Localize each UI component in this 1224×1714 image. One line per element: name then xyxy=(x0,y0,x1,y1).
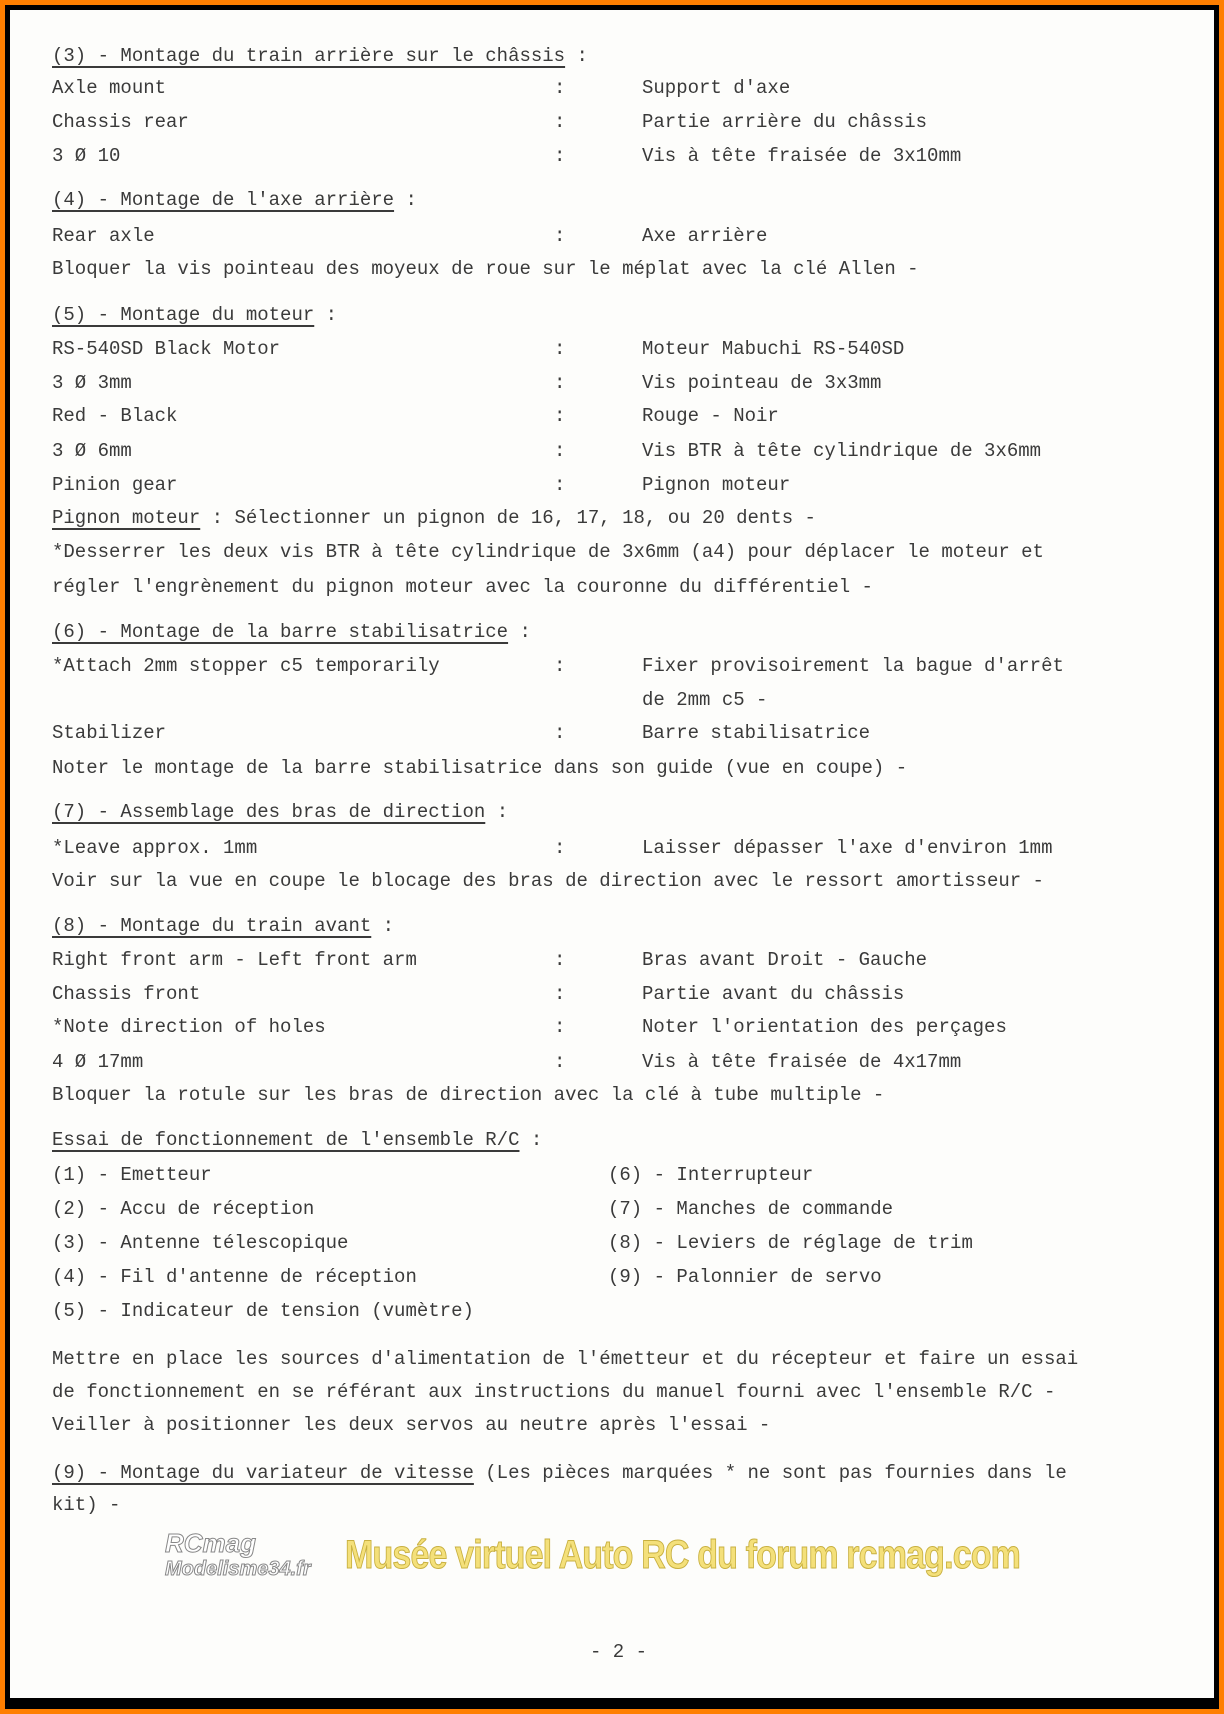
section-8-heading xyxy=(52,914,394,938)
paragraph-line: de fonctionnement en se référant aux instructions du manuel fourni avec l'ensemble R/C - xyxy=(52,1381,1056,1403)
term-en: Chassis rear xyxy=(52,111,189,133)
term-en: Axle mount xyxy=(52,77,167,99)
colon: : xyxy=(554,474,566,496)
section-9-heading xyxy=(52,1461,1067,1485)
term-fr: Barre stabilisatrice xyxy=(642,722,871,744)
term-en: Stabilizer xyxy=(52,722,167,744)
colon: : xyxy=(554,1016,566,1038)
term-fr: de 2mm c5 - xyxy=(642,689,768,711)
section-6-heading xyxy=(52,620,531,644)
heading-continuation: kit) - xyxy=(52,1494,121,1516)
watermark-logo xyxy=(165,1530,311,1582)
rc-item: (7) - Manches de commande xyxy=(608,1198,894,1220)
term-fr: Moteur Mabuchi RS-540SD xyxy=(642,338,905,360)
colon: : xyxy=(554,440,566,462)
colon: : xyxy=(554,338,566,360)
term-en: *Leave approx. 1mm xyxy=(52,837,258,859)
term-en: Rear axle xyxy=(52,225,155,247)
term-fr: Vis pointeau de 3x3mm xyxy=(642,372,882,394)
document-page xyxy=(10,10,1214,1698)
colon: : xyxy=(382,915,395,937)
colon: : xyxy=(554,655,566,677)
rc-item: (1) - Emetteur xyxy=(52,1164,212,1186)
colon: : xyxy=(325,304,338,326)
rc-test-heading xyxy=(52,1128,542,1152)
logo-modelisme: Modelisme34.fr xyxy=(165,1558,311,1580)
term-en: 4 Ø 17mm xyxy=(52,1051,144,1073)
rc-item: (9) - Palonnier de servo xyxy=(608,1266,882,1288)
note: *Desserrer les deux vis BTR à tête cylindrique de 3x6mm (a4) pour déplacer le moteur et xyxy=(52,541,1044,563)
section-3-heading xyxy=(52,44,588,68)
paragraph-line: Mettre en place les sources d'alimentation de l'émetteur et du récepteur et faire un essai xyxy=(52,1348,1079,1370)
term-fr: Vis à tête fraisée de 4x17mm xyxy=(642,1051,962,1073)
term-en: 3 Ø 6mm xyxy=(52,440,132,462)
rc-item: (4) - Fil d'antenne de réception xyxy=(52,1266,417,1288)
pignon-text: : Sélectionner un pignon de 16, 17, 18, ou 20 dents - xyxy=(211,507,816,529)
heading-text: (9) - Montage du variateur de vitesse xyxy=(52,1462,474,1484)
heading-text: (8) - Montage du train avant xyxy=(52,915,372,937)
paragraph-line: Veiller à positionner les deux servos au neutre après l'essai - xyxy=(52,1414,771,1436)
colon: : xyxy=(554,983,566,1005)
colon: : xyxy=(554,111,566,133)
term-en: Pinion gear xyxy=(52,474,178,496)
pignon-note xyxy=(52,506,816,530)
term-en: *Note direction of holes xyxy=(52,1016,326,1038)
heading-rest: (Les pièces marquées * ne sont pas fournies dans le xyxy=(485,1462,1067,1484)
colon: : xyxy=(554,225,566,247)
term-fr: Fixer provisoirement la bague d'arrêt xyxy=(642,655,1064,677)
rc-item: (3) - Antenne télescopique xyxy=(52,1232,349,1254)
note: Noter le montage de la barre stabilisatrice dans son guide (vue en coupe) - xyxy=(52,757,908,779)
colon: : xyxy=(554,949,566,971)
heading-text: (7) - Assemblage des bras de direction xyxy=(52,801,486,823)
colon: : xyxy=(554,145,566,167)
pignon-label: Pignon moteur xyxy=(52,507,201,529)
colon: : xyxy=(496,801,509,823)
heading-text: (4) - Montage de l'axe arrière xyxy=(52,189,395,211)
page-number: - 2 - xyxy=(590,1641,648,1663)
term-en: *Attach 2mm stopper c5 temporarily xyxy=(52,655,440,677)
colon: : xyxy=(554,372,566,394)
rc-item: (2) - Accu de réception xyxy=(52,1198,315,1220)
term-fr: Rouge - Noir xyxy=(642,405,779,427)
term-en: 3 Ø 3mm xyxy=(52,372,132,394)
colon: : xyxy=(405,189,417,211)
term-fr: Support d'axe xyxy=(642,77,791,99)
term-fr: Vis BTR à tête cylindrique de 3x6mm xyxy=(642,440,1042,462)
heading-text: (6) - Montage de la barre stabilisatrice xyxy=(52,621,509,643)
term-en: 3 Ø 10 xyxy=(52,145,121,167)
logo-rcmag: RCmag xyxy=(165,1528,257,1558)
term-en: Right front arm - Left front arm xyxy=(52,949,417,971)
term-en: Chassis front xyxy=(52,983,201,1005)
term-fr: Noter l'orientation des perçages xyxy=(642,1016,1007,1038)
colon: : xyxy=(554,77,566,99)
colon: : xyxy=(554,405,566,427)
note: Voir sur la vue en coupe le blocage des bras de direction avec le ressort amortisseur - xyxy=(52,870,1044,892)
colon: : xyxy=(530,1129,543,1151)
rc-item: (6) - Interrupteur xyxy=(608,1164,814,1186)
colon: : xyxy=(576,45,588,67)
term-fr: Partie arrière du châssis xyxy=(642,111,928,133)
term-fr: Axe arrière xyxy=(642,225,768,247)
rc-item: (5) - Indicateur de tension (vumètre) xyxy=(52,1300,474,1322)
heading-text: (5) - Montage du moteur xyxy=(52,304,315,326)
colon: : xyxy=(554,837,566,859)
term-fr: Bras avant Droit - Gauche xyxy=(642,949,928,971)
section-4-heading xyxy=(52,188,417,212)
note: Bloquer la rotule sur les bras de direction avec la clé à tube multiple - xyxy=(52,1084,885,1106)
heading-text: Essai de fonctionnement de l'ensemble R/C xyxy=(52,1129,520,1151)
note: Bloquer la vis pointeau des moyeux de roue sur le méplat avec la clé Allen - xyxy=(52,258,919,280)
term-fr: Vis à tête fraisée de 3x10mm xyxy=(642,145,962,167)
section-5-heading xyxy=(52,303,337,327)
term-en: Red - Black xyxy=(52,405,178,427)
term-fr: Partie avant du châssis xyxy=(642,983,905,1005)
colon: : xyxy=(554,1051,566,1073)
colon: : xyxy=(554,722,566,744)
term-en: RS-540SD Black Motor xyxy=(52,338,281,360)
rc-item: (8) - Leviers de réglage de trim xyxy=(608,1232,973,1254)
colon: : xyxy=(519,621,531,643)
term-fr: Laisser dépasser l'axe d'environ 1mm xyxy=(642,837,1053,859)
section-7-heading xyxy=(52,800,508,824)
heading-text: (3) - Montage du train arrière sur le châssis xyxy=(52,45,566,67)
note: régler l'engrènement du pignon moteur avec la couronne du différentiel - xyxy=(52,576,873,598)
watermark-text: Musée virtuel Auto RC du forum rcmag.com xyxy=(345,1533,1021,1577)
term-fr: Pignon moteur xyxy=(642,474,791,496)
